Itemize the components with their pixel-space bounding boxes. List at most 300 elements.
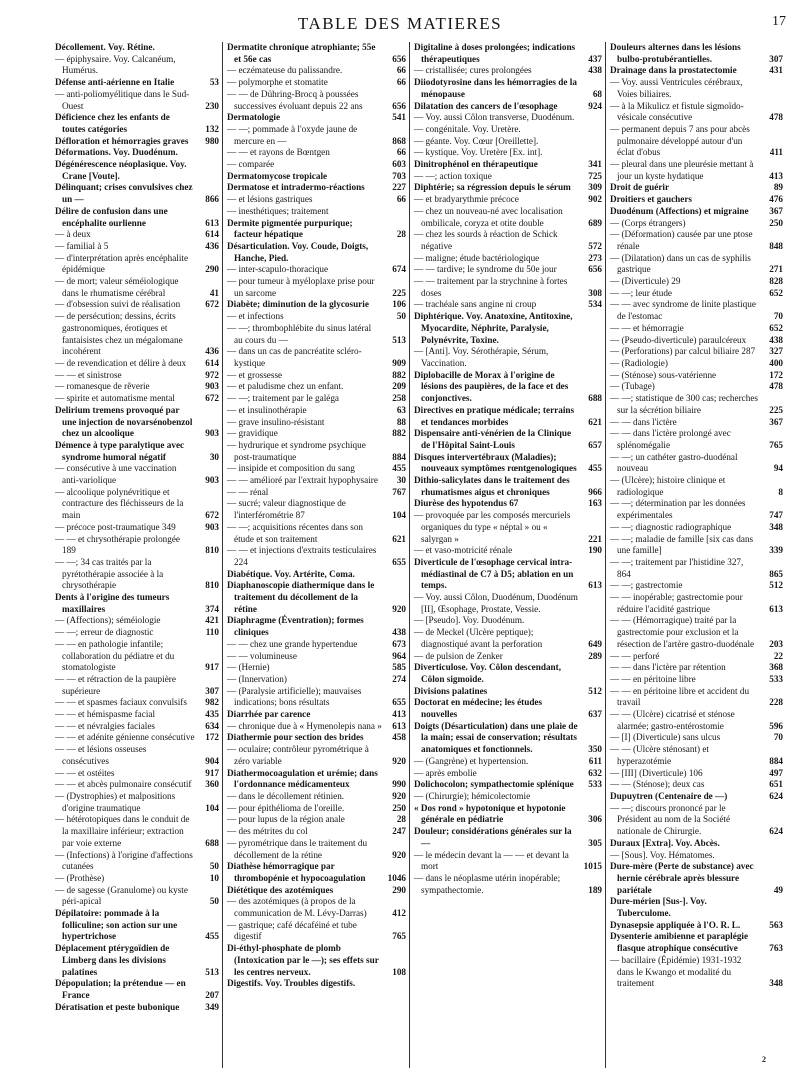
index-entry-text: — anti-poliomyélitique dans le Sud-Ouest [55, 88, 190, 111]
index-entry-page: 163 [588, 498, 602, 509]
index-entry-text: — pour lupus de la région anale [227, 814, 345, 825]
index-entry-text: — [I] (Diverticule) sans ulcus [610, 732, 721, 743]
index-entry-page: 497 [769, 767, 783, 778]
index-entry [610, 194, 783, 206]
index-entry-page: 207 [205, 989, 219, 1000]
index-entry [610, 276, 783, 288]
index-entry [55, 370, 219, 382]
index-entry-page: 903 [205, 428, 219, 439]
index-entry-text: — pour épithélioma de l'oreille. [227, 802, 345, 813]
index-entry-text: « Dos rond » hypotonique et hypotonie générale en pédiatrie [414, 802, 566, 825]
index-entry [227, 147, 406, 159]
index-entry-text: — (Prothèse) [55, 872, 105, 883]
index-entry [610, 428, 783, 451]
index-entry-page: 309 [588, 182, 602, 193]
index-entry-page: 50 [209, 861, 219, 872]
index-entry [227, 194, 406, 206]
index-entry [610, 159, 783, 182]
index-entry-page: 572 [588, 240, 602, 251]
index-entry [55, 276, 219, 299]
index-entry-text: — (Hernie) [227, 662, 270, 673]
index-entry-page: 533 [769, 673, 783, 684]
index-entry [55, 557, 219, 592]
index-entry-text: — — en péritoine libre [610, 673, 696, 684]
index-entry [227, 42, 406, 65]
index-entry [227, 580, 406, 615]
index-entry-text: Dure-mère (Perte de substance) avec hernie cérébrale après blessure pariétale [610, 861, 754, 895]
index-entry-page: 8 [778, 486, 783, 497]
index-entry-page: 203 [769, 638, 783, 649]
index-entry-text: — —; erreur de diagnostic [55, 627, 154, 638]
index-entry [227, 615, 406, 638]
index-entry-page: 920 [392, 791, 406, 801]
index-entry [227, 920, 406, 943]
index-entry [414, 65, 602, 77]
index-entry-text: — romanesque de rêverie [55, 381, 150, 392]
index-entry-text: — — en péritoine libre et accident du travail [610, 685, 750, 708]
index-entry-page: 656 [392, 100, 406, 111]
index-entry-page: 289 [588, 650, 602, 661]
index-entry-page: 632 [588, 767, 602, 778]
index-entry-text: Digestifs. Voy. Troubles digestifs. [227, 978, 356, 989]
index-entry-page: 94 [773, 463, 783, 474]
index-entry [55, 253, 219, 276]
index-entry-text: — inter-scapulo-thoracique [227, 264, 329, 275]
index-entry-text: Diathermie pour section des brides [227, 732, 364, 743]
index-entry [227, 440, 406, 463]
index-entry-page: 903 [205, 475, 219, 486]
index-entry-page: 438 [769, 334, 783, 345]
index-entry-text: — —; thrombophlébite du sinus latéral au cours du — [227, 322, 372, 345]
index-entry-text: — spirite et automatisme mental [55, 393, 175, 404]
index-entry-page: 614 [205, 229, 219, 240]
index-entry-page: 747 [769, 510, 783, 521]
index-entry [610, 522, 783, 534]
index-entry [414, 346, 602, 369]
index-entry-page: 672 [205, 393, 219, 404]
index-entry-page: 341 [588, 159, 602, 170]
index-entry-page: 656 [392, 53, 406, 64]
index-entry-text: Déplacement ptérygoïdien de Limberg dans les divisions palatines [55, 943, 170, 977]
index-entry-text: Dépopulation; la prétendue — en France [55, 978, 186, 1000]
index-entry-page: 884 [392, 451, 406, 462]
index-entry-text: Diplobacille de Morax à l'origine de lésions des paupières, de la face et des conjonctives. [414, 369, 569, 404]
index-entry-text: — —; traitement par l'histidine 327, 864 [610, 556, 744, 579]
index-entry [227, 171, 406, 183]
index-entry [414, 206, 602, 229]
index-entry-page: 53 [209, 77, 219, 88]
index-entry-text: — (Affections); séméiologie [55, 615, 161, 626]
index-entry-text: — kystique. Voy. Uretère [Ex. int]. [414, 147, 543, 158]
index-entry-page: 596 [769, 720, 783, 731]
index-entry [227, 803, 406, 815]
index-columns [55, 42, 786, 1068]
index-entry [610, 931, 783, 954]
index-entry [610, 475, 783, 498]
index-entry [227, 686, 406, 709]
index-entry-page: 476 [769, 194, 783, 205]
index-entry [610, 955, 783, 990]
index-entry-text: — provoquée par les composés mercuriels organiques du type « néptal » ou « salyrgan » [414, 510, 571, 544]
index-entry-page: 513 [205, 966, 219, 977]
index-entry [227, 475, 406, 487]
index-entry [414, 264, 602, 276]
index-entry [414, 779, 602, 791]
index-entry-text: — (Innervation) [227, 673, 287, 684]
index-entry-page: 672 [205, 299, 219, 310]
index-entry [227, 487, 406, 499]
index-entry [610, 101, 783, 124]
index-entry-page: 1015 [583, 861, 602, 872]
index-entry [414, 592, 602, 615]
index-entry [227, 124, 406, 147]
index-entry-text: — des azotémiques (à propos de la communication de M. Lévy-Darras) [227, 896, 367, 919]
index-entry-text: Diverticulose. Voy. Côlon descendant, Côlon sigmoïde. [414, 662, 562, 684]
index-entry [610, 452, 783, 475]
index-entry [227, 241, 406, 264]
index-entry [55, 229, 219, 241]
index-entry-text: — —; acquisitions récentes dans son étude et son traitement [227, 521, 364, 544]
index-entry-text: — gravidique [227, 428, 278, 439]
index-entry-text: — précoce post-traumatique 349 [55, 521, 176, 532]
index-entry-text: — familial à 5 [55, 240, 109, 251]
index-entry-text: — pleural dans une pleurésie mettant à jour un kyste hydatique [610, 159, 754, 181]
index-entry [414, 101, 602, 113]
index-entry [55, 943, 219, 978]
index-entry-text: — [Pseudo]. Voy. Duodénum. [414, 615, 525, 626]
index-entry [55, 311, 219, 358]
index-entry [414, 615, 602, 627]
index-entry-page: 172 [769, 369, 783, 380]
index-entry-text: — maligne; étude bactériologique [414, 252, 540, 263]
index-entry-text: — chez un nouveau-né avec localisation ombilicale, coryza et otite double [414, 205, 563, 228]
index-entry-page: 30 [396, 475, 406, 486]
index-entry [610, 791, 783, 803]
index-entry-text: Dermite pigmentée purpurique; facteur hépatique [227, 217, 353, 240]
index-entry-text: Dépilatoire: pommade à la folliculine; son action sur une hypertrichose [55, 908, 178, 942]
index-entry-page: 512 [769, 580, 783, 591]
index-entry [227, 569, 406, 581]
index-entry-text: Dinitrophénol en thérapeutique [414, 159, 538, 170]
index-entry-page: 533 [588, 779, 602, 790]
index-entry [227, 814, 406, 826]
index-entry [227, 662, 406, 674]
index-entry [610, 861, 783, 896]
index-entry [610, 732, 783, 744]
index-entry-page: 652 [769, 322, 783, 333]
index-entry-text: Disques intervertébraux (Maladies); nouveaux symptômes rœntgenologiques [414, 451, 577, 474]
index-entry-text: — (Sténose) sous-vatérienne [610, 369, 717, 380]
index-entry [227, 896, 406, 919]
index-entry [55, 42, 219, 54]
index-entry-page: 828 [769, 276, 783, 287]
index-entry-page: 924 [588, 100, 602, 111]
index-entry-page: 674 [392, 264, 406, 275]
index-entry-page: 634 [205, 720, 219, 731]
index-entry-text: — et vaso-motricité rénale [414, 545, 513, 556]
index-entry [227, 89, 406, 112]
index-entry [414, 299, 602, 311]
index-entry-page: 63 [396, 404, 406, 415]
index-entry [227, 545, 406, 568]
index-entry-page: 30 [209, 451, 219, 462]
index-entry-page: 436 [205, 346, 219, 357]
index-column-2 [222, 42, 409, 1068]
index-entry-page: 652 [769, 287, 783, 298]
index-entry [610, 77, 783, 100]
index-entry [610, 381, 783, 393]
index-entry-text: — — chez une grande hypertendue [227, 638, 358, 649]
index-entry-page: 28 [396, 814, 406, 825]
index-entry-page: 688 [588, 393, 602, 404]
index-entry [55, 615, 219, 627]
index-entry-text: Dégénérescence néoplasique. Voy. Crane [Voute]. [55, 159, 187, 181]
index-entry-page: 437 [588, 53, 602, 64]
index-entry [414, 370, 602, 405]
index-entry-text: Delirium tremens provoqué par une injection de novarsénobenzol chez un alcoolique [55, 404, 193, 439]
index-entry-page: 613 [588, 580, 602, 591]
index-entry [414, 124, 602, 136]
index-entry-text: Dermatologie [227, 112, 281, 123]
index-entry-text: — congénitale. Voy. Uretère. [414, 123, 521, 134]
index-entry [227, 498, 406, 521]
index-entry-text: Dermatomycose tropicale [227, 170, 328, 181]
index-entry [55, 534, 219, 557]
index-entry-text: — —; 34 cas traités par la pyrétothérapie associée à la chrysothérapie [55, 556, 164, 591]
index-entry-text: Diiodotyrosine dans les hémorragies de la ménopause [414, 77, 577, 99]
index-entry-text: — pour tumeur à myéloplaxe prise pour un sarcome [227, 276, 375, 298]
index-entry-text: — (Corps étrangers) [610, 217, 686, 228]
index-entry-text: — —; détermination par les données expérimentales [610, 498, 746, 521]
index-entry-text: — cristallisée; cures prolongées [414, 65, 532, 76]
index-entry-text: — polymorphe et stomatite [227, 77, 328, 88]
index-entry-text: — [Sous]. Voy. Hématomes. [610, 849, 715, 860]
index-entry-text: Duraux [Extra]. Voy. Abcès. [610, 837, 720, 848]
index-entry [227, 943, 406, 978]
index-entry [227, 264, 406, 276]
index-entry [55, 873, 219, 885]
index-entry-page: 868 [392, 135, 406, 146]
index-entry-page: 655 [392, 556, 406, 567]
index-entry [55, 908, 219, 943]
index-entry [55, 147, 219, 159]
index-entry-page: 412 [392, 908, 406, 919]
index-entry-text: — — avec syndrome de linite plastique de l'estomac [610, 299, 756, 322]
index-entry-text: — — et lésions osseuses consécutives [55, 744, 147, 766]
index-entry-page: 455 [588, 463, 602, 474]
index-entry-page: 348 [769, 521, 783, 532]
index-entry-text: — et grossesse [227, 369, 283, 380]
index-entry-text: — — et hémispasme facial [55, 709, 156, 720]
index-entry-page: 688 [205, 837, 219, 848]
index-entry-page: 250 [769, 217, 783, 228]
index-entry [55, 136, 219, 148]
index-entry-text: — [III] (Diverticule) 106 [610, 767, 703, 778]
index-entry-page: 902 [588, 194, 602, 205]
index-entry [414, 850, 602, 873]
index-entry-page: 534 [588, 299, 602, 310]
index-entry-page: 274 [392, 673, 406, 684]
index-entry-text: — et bradyarythmie précoce [414, 194, 519, 205]
index-entry-text: Diathermocoagulation et urémie; dans l'ordonnance médicamenteux [227, 767, 378, 790]
page-title: TABLE DES MATIERES [297, 14, 503, 33]
index-entry [55, 112, 219, 135]
index-entry-page: 611 [588, 755, 602, 766]
index-entry-page: 982 [205, 697, 219, 708]
index-entry-text: — — dans l'ictère prolongé avec splénomégalie [610, 428, 731, 450]
index-entry [414, 662, 602, 685]
index-entry [610, 417, 783, 429]
index-entry-page: 258 [392, 393, 406, 404]
index-entry [610, 358, 783, 370]
index-entry [414, 194, 602, 206]
index-entry-text: Droitiers et gauchers [610, 194, 692, 205]
index-entry [55, 697, 219, 709]
index-entry-page: 458 [392, 732, 406, 743]
index-entry-text: — de Meckel (Ulcère peptique); diagnostiqué avant la perforation [414, 627, 543, 649]
index-entry [610, 674, 783, 686]
index-entry [414, 452, 602, 475]
index-entry-page: 41 [209, 287, 219, 298]
index-entry-text: — — et hémorragie [610, 322, 684, 333]
index-entry-text: — à la Mikulicz et fistule sigmoïdo-vésicale consécutive [610, 100, 744, 123]
index-entry-text: — — tardive; le syndrome du 50e jour [414, 264, 557, 275]
index-entry [610, 218, 783, 230]
index-entry-text: — —; gastrectomie [610, 580, 683, 591]
index-entry-page: 305 [588, 837, 602, 848]
index-entry [227, 522, 406, 545]
index-entry [610, 335, 783, 347]
index-entry-text: — — et rétraction de la paupière supérieure [55, 673, 176, 696]
index-entry-text: — — et névralgies faciales [55, 720, 155, 731]
index-entry-text: Diphtérie; sa régression depuis le sérum [414, 182, 571, 193]
index-entry-text: Délire de confusion dans une encéphalite ourlienne [55, 205, 168, 228]
index-entry-text: — pyrométrique dans le traitement du décollement de la rétine [227, 837, 368, 860]
index-entry-page: 225 [769, 404, 783, 415]
index-entry [55, 381, 219, 393]
index-entry-page: 703 [392, 170, 406, 181]
index-entry-page: 810 [205, 545, 219, 556]
index-entry-page: 189 [588, 884, 602, 895]
index-entry [414, 686, 602, 698]
index-entry [610, 920, 783, 932]
index-column-1 [55, 42, 222, 1068]
index-entry-text: — grave insulino-résistant [227, 416, 325, 427]
index-entry-text: — sucré; valeur diagnostique de l'interférométrie 87 [227, 498, 346, 521]
index-entry [610, 651, 783, 663]
index-entry-page: 68 [592, 88, 602, 99]
index-entry [414, 557, 602, 592]
index-entry-page: 367 [769, 205, 783, 216]
index-entry-page: 614 [205, 357, 219, 368]
index-entry-text: Déformations. Voy. Duodénum. [55, 147, 178, 158]
index-entry-page: 972 [205, 369, 219, 380]
index-entry-page: 903 [205, 521, 219, 532]
index-entry-text: — —; pommade à l'oxyde jaune de mercure en — [227, 123, 358, 146]
index-entry-text: — —; diagnostic radiographique [610, 521, 732, 532]
index-entry-text: — alcoolique polynévritique et contracture des fléchisseurs de la main [55, 486, 184, 521]
index-entry-text: Diphtérique. Voy. Anatoxine, Antitoxine, Myocardite, Néphrite, Paralysie, Polynévrite, Toxine. [414, 311, 573, 345]
index-entry [55, 159, 219, 182]
index-entry-text: Dupuytren (Centenaire de —) [610, 791, 728, 801]
index-entry [55, 732, 219, 744]
index-entry [227, 721, 406, 733]
index-entry-page: 624 [769, 791, 783, 801]
index-entry-text: — — (Ulcère sténosant) et hyperazotémie [610, 744, 709, 766]
index-entry-page: 613 [392, 720, 406, 731]
index-entry-text: — hétérotopiques dans le conduit de la maxillaire inférieur; extraction par voie externe [55, 814, 190, 848]
index-entry-text: — —; un cathéter gastro-duodénal nouveau [610, 451, 738, 474]
page-header [0, 14, 800, 40]
index-entry-text: — —; discours prononcé par le Président au nom de la Société nationale de Chirurgie. [610, 802, 731, 837]
index-entry-text: — — volumineuse [227, 650, 297, 661]
page-number: 17 [772, 14, 786, 29]
index-entry-text: Doctorat en médecine; les études nouvelles [414, 697, 543, 720]
index-entry-page: 106 [392, 299, 406, 310]
index-entry-page: 649 [588, 638, 602, 649]
index-entry [610, 709, 783, 732]
index-entry [414, 147, 602, 159]
index-entry-text: — de revendication et délire à deux [55, 357, 187, 368]
index-entry [414, 77, 602, 100]
index-entry-text: — —; action toxique [414, 170, 492, 181]
index-entry-page: 308 [588, 287, 602, 298]
index-entry [610, 323, 783, 335]
index-entry-text: Désarticulation. Voy. Coude, Doigts, Hanche, Pied. [227, 240, 369, 263]
index-entry-page: 228 [769, 697, 783, 708]
index-entry-text: — (Pseudo-diverticule) paraulcéreux [610, 334, 747, 345]
index-entry [227, 826, 406, 838]
index-entry-text: — hydrurique et syndrome psychique post-traumatique [227, 439, 366, 462]
index-entry-text: — dans le néoplasme utérin inopérable; sympathectomie. [414, 872, 561, 895]
index-entry-page: 656 [588, 264, 602, 275]
index-entry-page: 455 [392, 463, 406, 474]
index-entry-page: 190 [588, 545, 602, 556]
footer-mark: 2 [762, 1055, 766, 1064]
index-entry-page: 920 [392, 755, 406, 766]
index-entry-text: — —; traitement par le galéga [227, 393, 339, 404]
index-entry [55, 405, 219, 440]
index-entry [55, 522, 219, 534]
index-entry-text: Douleurs alternes dans les lésions bulbo-protubérantielles. [610, 42, 741, 64]
index-entry [414, 545, 602, 557]
index-entry-text: — (Paralysie artificielle); mauvaises indications; bons résultats [227, 685, 362, 708]
index-entry-text: Digitaline à doses prolongées; indications thérapeutiques [414, 42, 576, 64]
index-entry [55, 241, 219, 253]
index-entry [227, 791, 406, 803]
index-entry-page: 478 [769, 381, 783, 392]
index-entry-text: — — de Dühring-Brocq à poussées successives évoluant depuis 22 ans [227, 88, 363, 111]
index-entry [227, 311, 406, 323]
index-entry-text: Drainage dans la prostatectomie [610, 65, 737, 76]
index-entry-page: 209 [392, 381, 406, 392]
index-entry-text: — — et injections d'extraits testiculaires 224 [227, 545, 377, 567]
index-entry-text: — (Chirurgie); hémicolectomie [414, 791, 531, 801]
index-entry-text: Diathèse hémorragique par thrombopénie et hypocoagulation [227, 861, 366, 883]
index-entry-page: 637 [588, 709, 602, 720]
index-entry-page: 478 [769, 112, 783, 123]
index-entry-page: 1046 [387, 872, 406, 883]
index-entry-text: Dispensaire anti-vénérien de la Clinique de l'Hôpital Saint-Louis [414, 428, 572, 450]
index-entry-page: 22 [773, 650, 783, 661]
index-entry [227, 276, 406, 299]
index-entry [227, 393, 406, 405]
index-entry-page: 110 [205, 627, 219, 638]
index-entry-text: — bacillaire (Épidémie) 1931-1932 dans le Kwango et modalité du traitement [610, 954, 742, 989]
index-entry-text: — et lésions gastriques [227, 194, 313, 205]
index-entry-page: 920 [392, 849, 406, 860]
index-entry-text: — permanent depuis 7 ans pour abcès pulmonaire développé autour d'un éclat d'obus [610, 123, 750, 158]
